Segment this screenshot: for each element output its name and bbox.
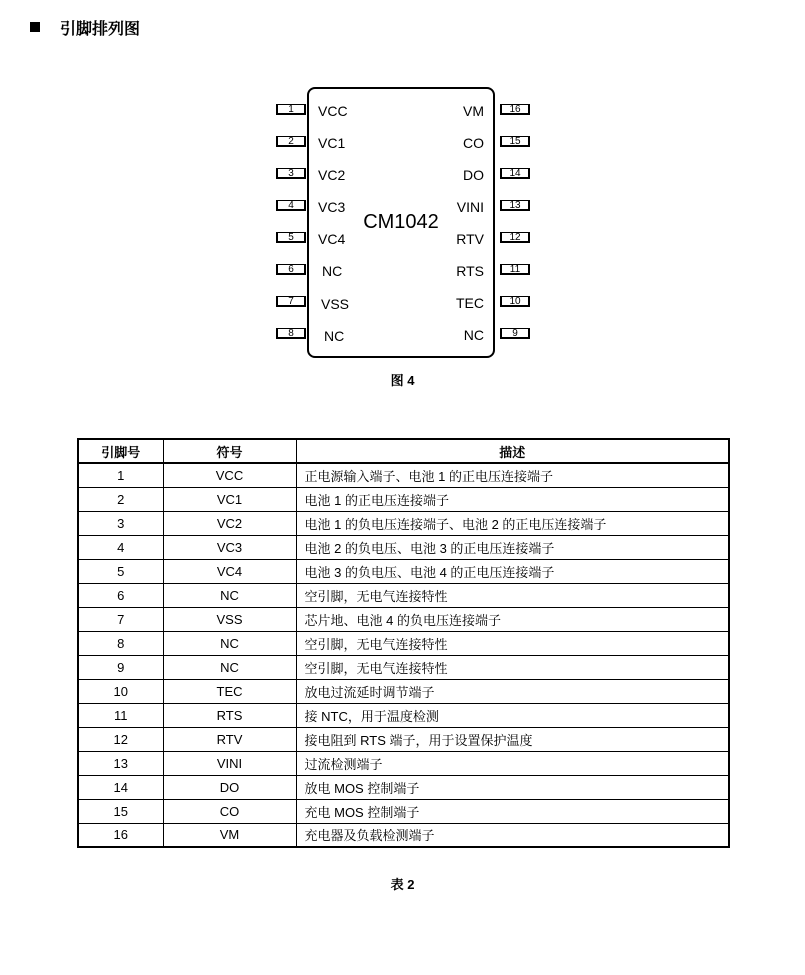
cell-symbol: VC3 (163, 535, 296, 559)
cell-pin-number: 2 (78, 487, 163, 511)
cell-symbol: VC4 (163, 559, 296, 583)
cell-pin-number: 16 (78, 823, 163, 847)
pin-label-left: VSS (321, 296, 350, 312)
pin-label-right: TEC (456, 295, 484, 311)
cell-pin-number: 13 (78, 751, 163, 775)
table-row (78, 655, 729, 679)
table-body (78, 463, 729, 847)
cell-pin-number: 7 (78, 607, 163, 631)
pin-label-left: VC4 (318, 231, 346, 247)
cell-description: 空引脚，无电气连接特性 (296, 631, 729, 655)
pin-description-table (77, 438, 730, 848)
pin-number-box: 3 (276, 168, 306, 179)
cell-symbol: VINI (163, 751, 296, 775)
cell-symbol: RTV (163, 727, 296, 751)
cell-pin-number: 12 (78, 727, 163, 751)
pin-label-left: VCC (318, 103, 348, 119)
cell-symbol: NC (163, 631, 296, 655)
cell-pin-number: 3 (78, 511, 163, 535)
pin-number-box: 14 (500, 168, 530, 179)
cell-pin-number: 14 (78, 775, 163, 799)
pin-label-left: VC2 (318, 167, 346, 183)
cell-pin-number: 4 (78, 535, 163, 559)
table-caption: 表 2 (390, 877, 415, 892)
cell-description: 空引脚，无电气连接特性 (296, 655, 729, 679)
cell-description: 电池 3 的负电压、电池 4 的正电压连接端子 (296, 559, 729, 583)
cell-pin-number: 11 (78, 703, 163, 727)
table-row (78, 751, 729, 775)
pin-number-box: 1 (276, 104, 306, 115)
section-heading-text: 引脚排列图 (60, 20, 141, 38)
header-pin-number: 引脚号 (78, 439, 163, 463)
pin-number-box: 8 (276, 328, 306, 339)
cell-symbol: NC (163, 655, 296, 679)
table-row (78, 583, 729, 607)
cell-description: 电池 1 的负电压连接端子、电池 2 的正电压连接端子 (296, 511, 729, 535)
cell-description: 充电器及负载检测端子 (296, 823, 729, 847)
cell-symbol: VM (163, 823, 296, 847)
pin-label-left: VC3 (318, 199, 346, 215)
pin-label-left: NC (322, 263, 343, 279)
cell-pin-number: 10 (78, 679, 163, 703)
pin-label-left: NC (324, 328, 345, 344)
chip-name: CM1042 (363, 211, 439, 233)
pin-number-box: 15 (500, 136, 530, 147)
pin-number-box: 6 (276, 264, 306, 275)
cell-symbol: DO (163, 775, 296, 799)
square-bullet-icon (30, 22, 40, 32)
cell-symbol: NC (163, 583, 296, 607)
cell-description: 接 NTC，用于温度检测 (296, 703, 729, 727)
pin-label-left: VC1 (318, 135, 346, 151)
cell-description: 放电过流延时调节端子 (296, 679, 729, 703)
cell-pin-number: 15 (78, 799, 163, 823)
table-row (78, 775, 729, 799)
pin-label-right: CO (463, 135, 484, 151)
table-row (78, 823, 729, 847)
table-row (78, 511, 729, 535)
pin-number-box: 11 (500, 264, 530, 275)
header-symbol: 符号 (163, 439, 296, 463)
cell-pin-number: 5 (78, 559, 163, 583)
pin-number-box: 5 (276, 232, 306, 243)
cell-description: 空引脚，无电气连接特性 (296, 583, 729, 607)
table-row (78, 799, 729, 823)
section-heading (30, 15, 140, 39)
figure-caption: 图 4 (390, 373, 415, 388)
table-row (78, 559, 729, 583)
cell-symbol: VSS (163, 607, 296, 631)
cell-symbol: VC2 (163, 511, 296, 535)
cell-description: 过流检测端子 (296, 751, 729, 775)
pin-number-box: 12 (500, 232, 530, 243)
cell-description: 放电 MOS 控制端子 (296, 775, 729, 799)
pin-number-box: 13 (500, 200, 530, 211)
table-row (78, 631, 729, 655)
cell-description: 正电源输入端子、电池 1 的正电压连接端子 (296, 463, 729, 487)
table-row (78, 703, 729, 727)
pin-number-box: 4 (276, 200, 306, 211)
pin-label-right: RTS (456, 263, 484, 279)
table-row (78, 727, 729, 751)
pin-number-box: 2 (276, 136, 306, 147)
chip-package (307, 87, 495, 358)
cell-symbol: RTS (163, 703, 296, 727)
pin-label-right: DO (463, 167, 484, 183)
table-row (78, 607, 729, 631)
cell-description: 芯片地、电池 4 的负电压连接端子 (296, 607, 729, 631)
cell-symbol: VC1 (163, 487, 296, 511)
cell-pin-number: 8 (78, 631, 163, 655)
cell-description: 接电阻到 RTS 端子，用于设置保护温度 (296, 727, 729, 751)
cell-symbol: TEC (163, 679, 296, 703)
cell-symbol: CO (163, 799, 296, 823)
table-header-row (78, 439, 729, 463)
pin-label-right: RTV (456, 231, 484, 247)
cell-description: 充电 MOS 控制端子 (296, 799, 729, 823)
pin-number-box: 7 (276, 296, 306, 307)
table-row (78, 679, 729, 703)
table-row (78, 487, 729, 511)
header-description: 描述 (296, 439, 729, 463)
pin-number-box: 16 (500, 104, 530, 115)
cell-symbol: VCC (163, 463, 296, 487)
table-row (78, 535, 729, 559)
cell-description: 电池 1 的正电压连接端子 (296, 487, 729, 511)
cell-pin-number: 6 (78, 583, 163, 607)
pin-label-right: NC (463, 327, 484, 343)
pin-label-right: VM (463, 103, 484, 119)
cell-description: 电池 2 的负电压、电池 3 的正电压连接端子 (296, 535, 729, 559)
cell-pin-number: 1 (78, 463, 163, 487)
pin-label-right: VINI (456, 199, 484, 215)
pin-number-box: 10 (500, 296, 530, 307)
cell-pin-number: 9 (78, 655, 163, 679)
pin-number-box: 9 (500, 328, 530, 339)
table-row (78, 463, 729, 487)
